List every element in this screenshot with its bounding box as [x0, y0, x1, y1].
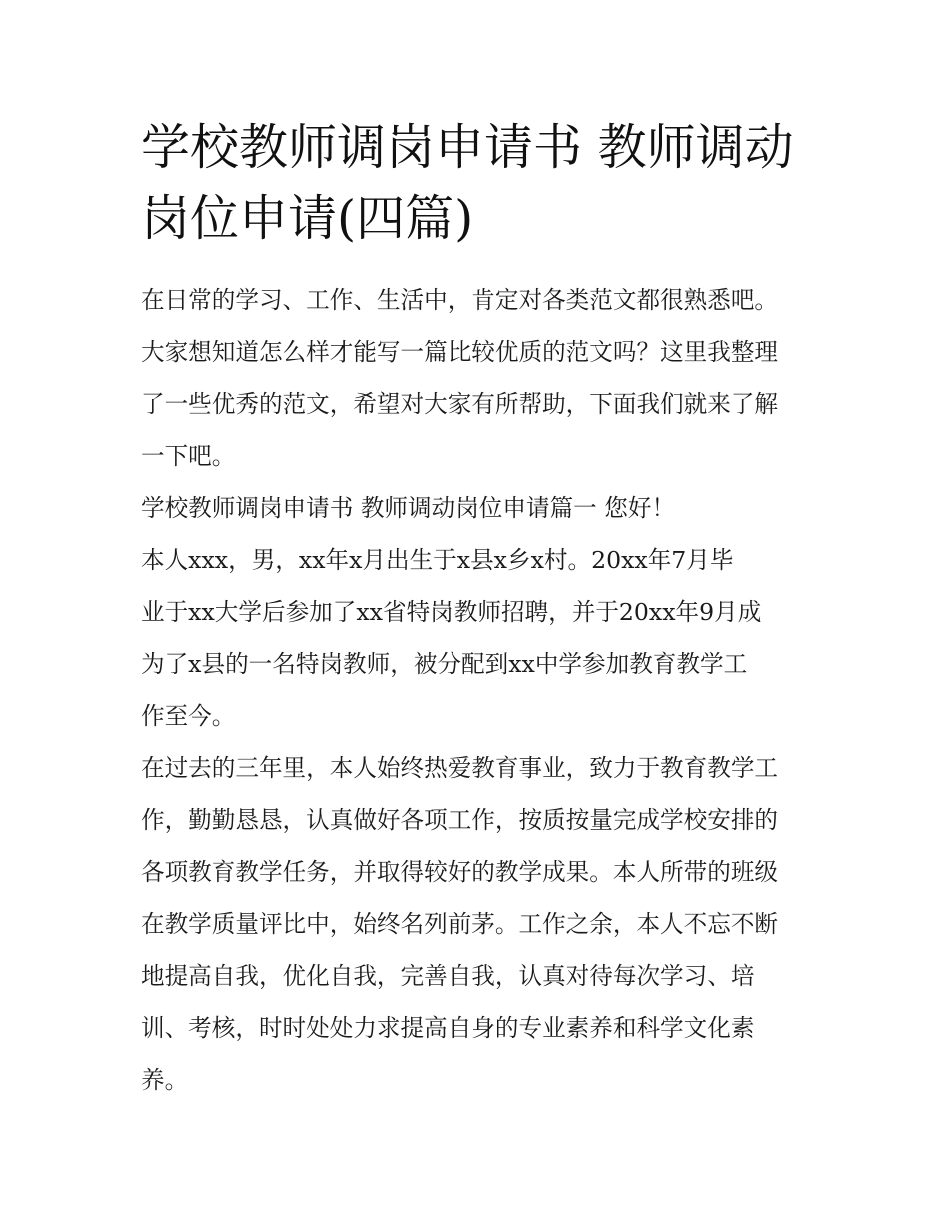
text-line: 作，勤勤恳恳，认真做好各项工作，按质按量完成学校安排的	[141, 806, 779, 834]
title-line: 岗位申请(四篇)	[141, 190, 474, 247]
text-line: 养。	[141, 1066, 189, 1094]
section-heading-paragraph	[141, 482, 821, 534]
experience-paragraph	[141, 742, 821, 1106]
text-line: 为了x县的一名特岗教师，被分配到xx中学参加教育教学工	[141, 650, 748, 678]
text-line: 在过去的三年里，本人始终热爱教育事业，致力于教育教学工	[141, 754, 779, 782]
text-line: 地提高自我，优化自我，完善自我，认真对待每次学习、培	[141, 962, 755, 990]
text-line: 学校教师调岗申请书 教师调动岗位申请篇一 您好！	[141, 494, 676, 522]
text-line: 作至今。	[141, 702, 236, 730]
personal-info-paragraph	[141, 534, 821, 742]
text-line: 训、考核，时时处处力求提高自身的专业素养和科学文化素	[141, 1014, 755, 1042]
intro-paragraph	[141, 274, 821, 482]
text-line: 一下吧。	[141, 442, 236, 470]
text-line: 了一些优秀的范文，希望对大家有所帮助，下面我们就来了解	[141, 390, 779, 418]
text-line: 在日常的学习、工作、生活中，肯定对各类范文都很熟悉吧。	[141, 286, 779, 314]
text-line: 业于xx大学后参加了xx省特岗教师招聘，并于20xx年9月成	[141, 598, 762, 626]
text-line: 各项教育教学任务，并取得较好的教学成果。本人所带的班级	[141, 858, 779, 886]
document-body	[141, 274, 821, 1106]
title-line: 学校教师调岗申请书 教师调动	[141, 119, 794, 176]
document-title	[141, 112, 821, 254]
text-line: 大家想知道怎么样才能写一篇比较优质的范文吗？这里我整理	[141, 338, 779, 366]
text-line: 在教学质量评比中，始终名列前茅。工作之余，本人不忘不断	[141, 910, 779, 938]
text-line: 本人xxx，男，xx年x月出生于x县x乡x村。20xx年7月毕	[141, 546, 734, 574]
